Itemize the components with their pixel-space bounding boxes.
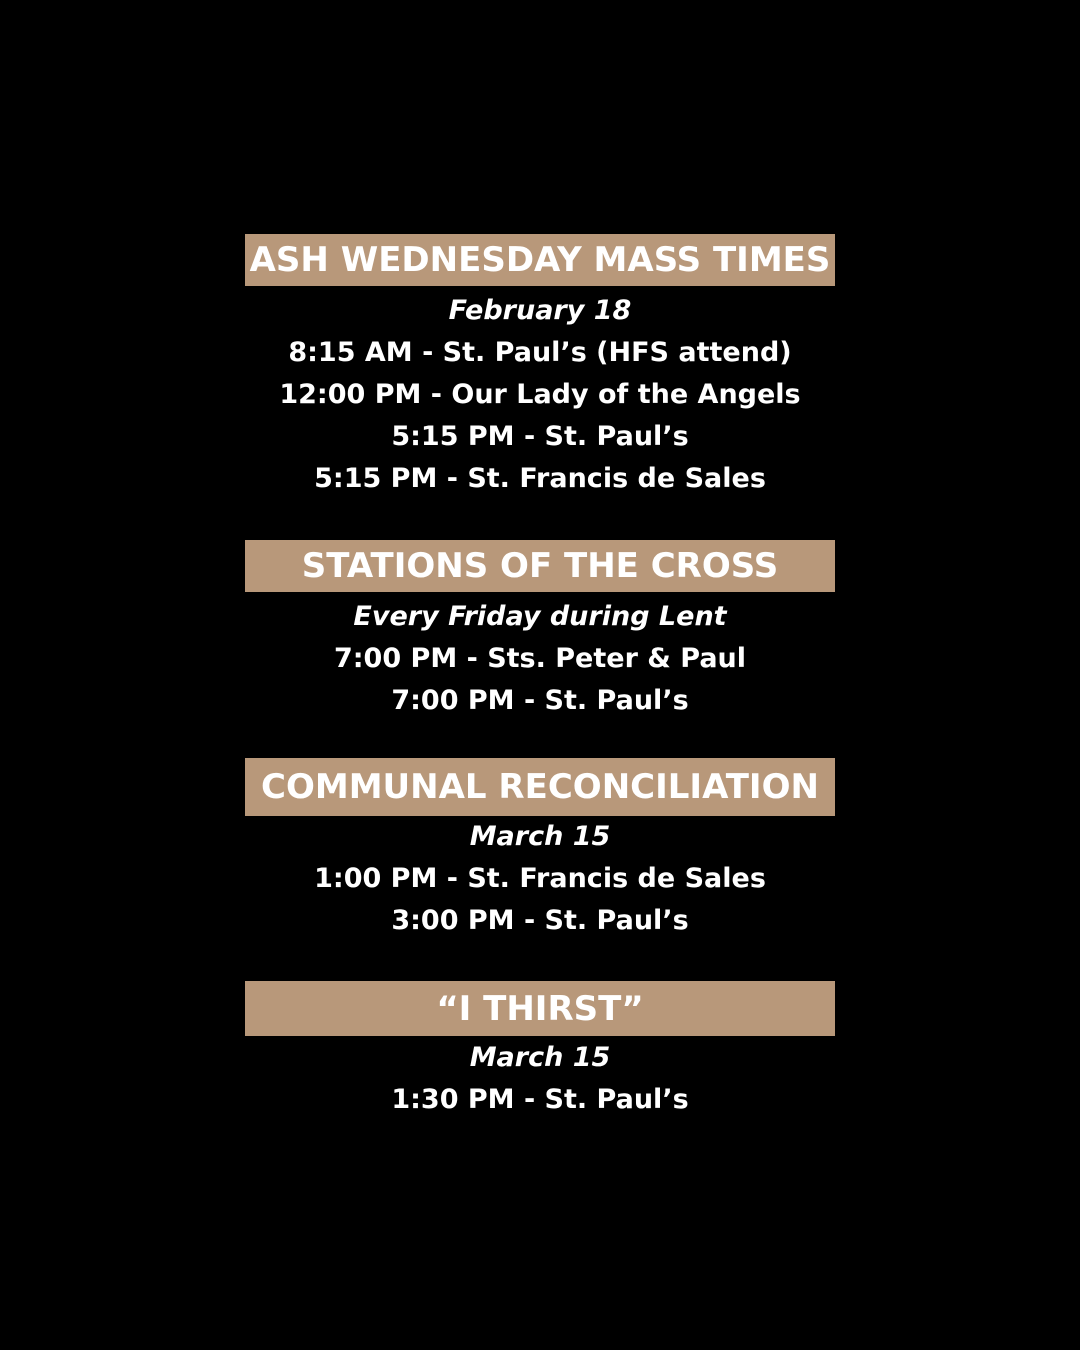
section-ash-wednesday (245, 234, 835, 500)
schedule-line: 5:15 PM - St. Paul’s (391, 421, 689, 452)
schedule-line: 1:00 PM - St. Francis de Sales (314, 863, 766, 894)
schedule-line: 7:00 PM - Sts. Peter & Paul (333, 643, 747, 674)
section-date: February 18 (448, 295, 632, 326)
schedule-line: 12:00 PM - Our Lady of the Angels (279, 379, 801, 410)
section-stations-of-the-cross (245, 540, 835, 722)
schedule-line: 1:30 PM - St. Paul’s (391, 1084, 689, 1115)
section-date: March 15 (469, 821, 611, 852)
section-communal-reconciliation (245, 758, 835, 942)
schedule-line: 8:15 AM - St. Paul’s (HFS attend) (288, 337, 792, 368)
section-date: March 15 (469, 1042, 611, 1073)
schedule-line: 3:00 PM - St. Paul’s (391, 905, 689, 936)
section-title-banner: COMMUNAL RECONCILIATION (245, 758, 835, 816)
section-title-banner: STATIONS OF THE CROSS (245, 540, 835, 592)
schedule-line: 5:15 PM - St. Francis de Sales (314, 463, 766, 494)
schedule-line: 7:00 PM - St. Paul’s (391, 685, 689, 716)
section-title-banner: “I THIRST” (245, 981, 835, 1036)
section-date: Every Friday during Lent (353, 601, 727, 632)
section-i-thirst (245, 981, 835, 1121)
section-title-banner: ASH WEDNESDAY MASS TIMES (245, 234, 835, 286)
